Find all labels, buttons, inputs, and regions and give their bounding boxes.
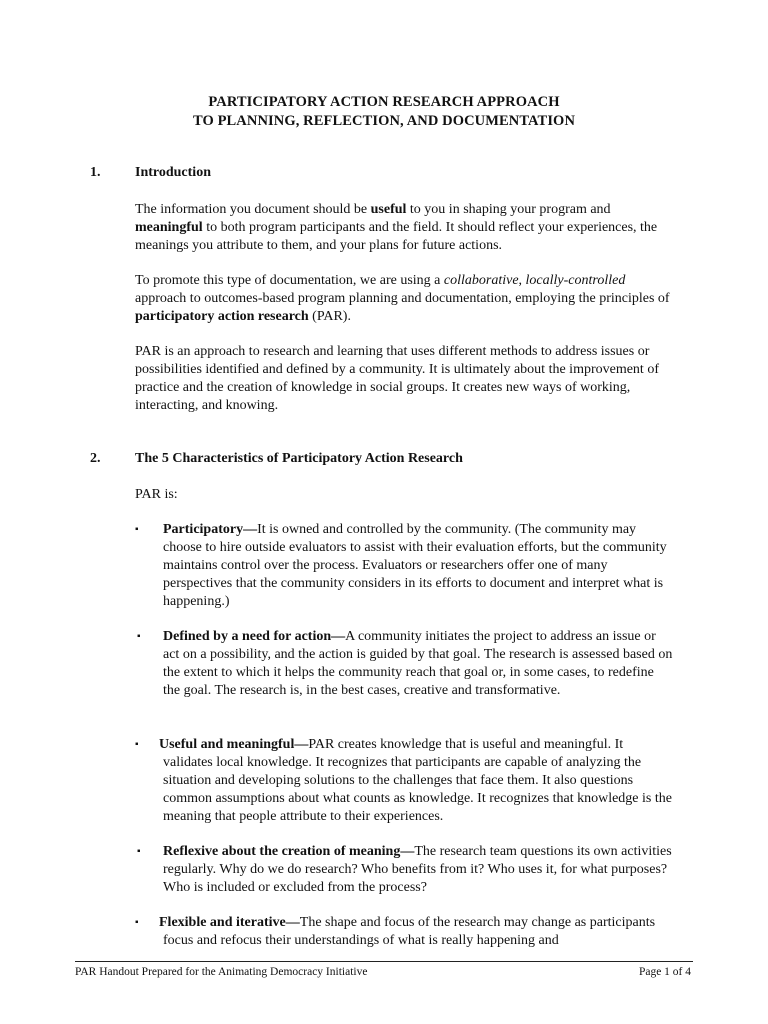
intro-paragraph-2: To promote this type of documentation, we are using a collaborative, locally-controlled approach to outcomes-based program planning and documentation, employing the principles of participatory action research (PAR). — [135, 273, 670, 324]
section-2-heading: The 5 Characteristics of Participatory Action Research — [135, 451, 463, 466]
bullet-marker: ▪ — [137, 631, 141, 642]
document-title-line-2: TO PLANNING, REFLECTION, AND DOCUMENTATION — [192, 113, 576, 129]
bullet-marker: ▪ — [135, 739, 139, 750]
bullet-marker: ▪ — [137, 846, 141, 857]
bullet-participatory: Participatory—It is owned and controlled by the community. (The community may choose to hire outside evaluators to assist with their evaluation efforts, but the community maintains control over the process. Evaluators or researchers offer one of many perspectives that the community considers in its efforts to document and interpret what is happening.) — [163, 522, 667, 609]
page-number: Page 1 of 4 — [638, 966, 691, 978]
footer-source: PAR Handout Prepared for the Animating Democracy Initiative — [75, 966, 368, 978]
document-title-line-1: PARTICIPATORY ACTION RESEARCH APPROACH — [208, 94, 560, 110]
bullet-useful-meaningful: Useful and meaningful—PAR creates knowledge that is useful and meaningful. It validates local knowledge. It recognizes that participants are capable of analyzing the situation and developing solutions to the challenges that face them. It also questions common assumptions about what counts as knowledge. It recognizes that knowledge is the meaning that people attribute to their experiences. — [159, 737, 672, 824]
footer-rule — [75, 961, 693, 962]
intro-paragraph-3: PAR is an approach to research and learning that uses different methods to address issues or possibilities identified and defined by a community. It is ultimately about the improvement of practice and the creation of knowledge in social groups. It creates new ways of working, interacting, and knowing. — [135, 344, 659, 413]
section-2-intro: PAR is: — [135, 487, 178, 502]
intro-paragraph-1: The information you document should be useful to you in shaping your program and meaningful to both program participants and the field. It should reflect your experiences, the meanings you attribute to them, and your plans for future actions. — [135, 202, 658, 253]
bullet-marker: ▪ — [135, 524, 139, 535]
section-1-heading: Introduction — [135, 165, 211, 180]
bullet-flexible-iterative: Flexible and iterative—The shape and focus of the research may change as participants focus and refocus their understandings of what is really happening and — [159, 915, 656, 948]
section-2-number: 2. — [90, 451, 101, 466]
bullet-defined-by-need: Defined by a need for action—A community initiates the project to address an issue or act on a possibility, and the action is guided by that goal. The research is assessed based on the extent to which it helps the community reach that goal or, in some cases, to redefine the goal. The research is, in the best cases, creative and transformative. — [163, 629, 673, 698]
section-1-number: 1. — [90, 165, 101, 180]
bullet-reflexive: Reflexive about the creation of meaning—The research team questions its own activities regularly. Why do we do research? Who benefits from it? Who uses it, for what purposes? Who is included or excluded from the process? — [163, 844, 672, 895]
bullet-marker: ▪ — [135, 917, 139, 928]
